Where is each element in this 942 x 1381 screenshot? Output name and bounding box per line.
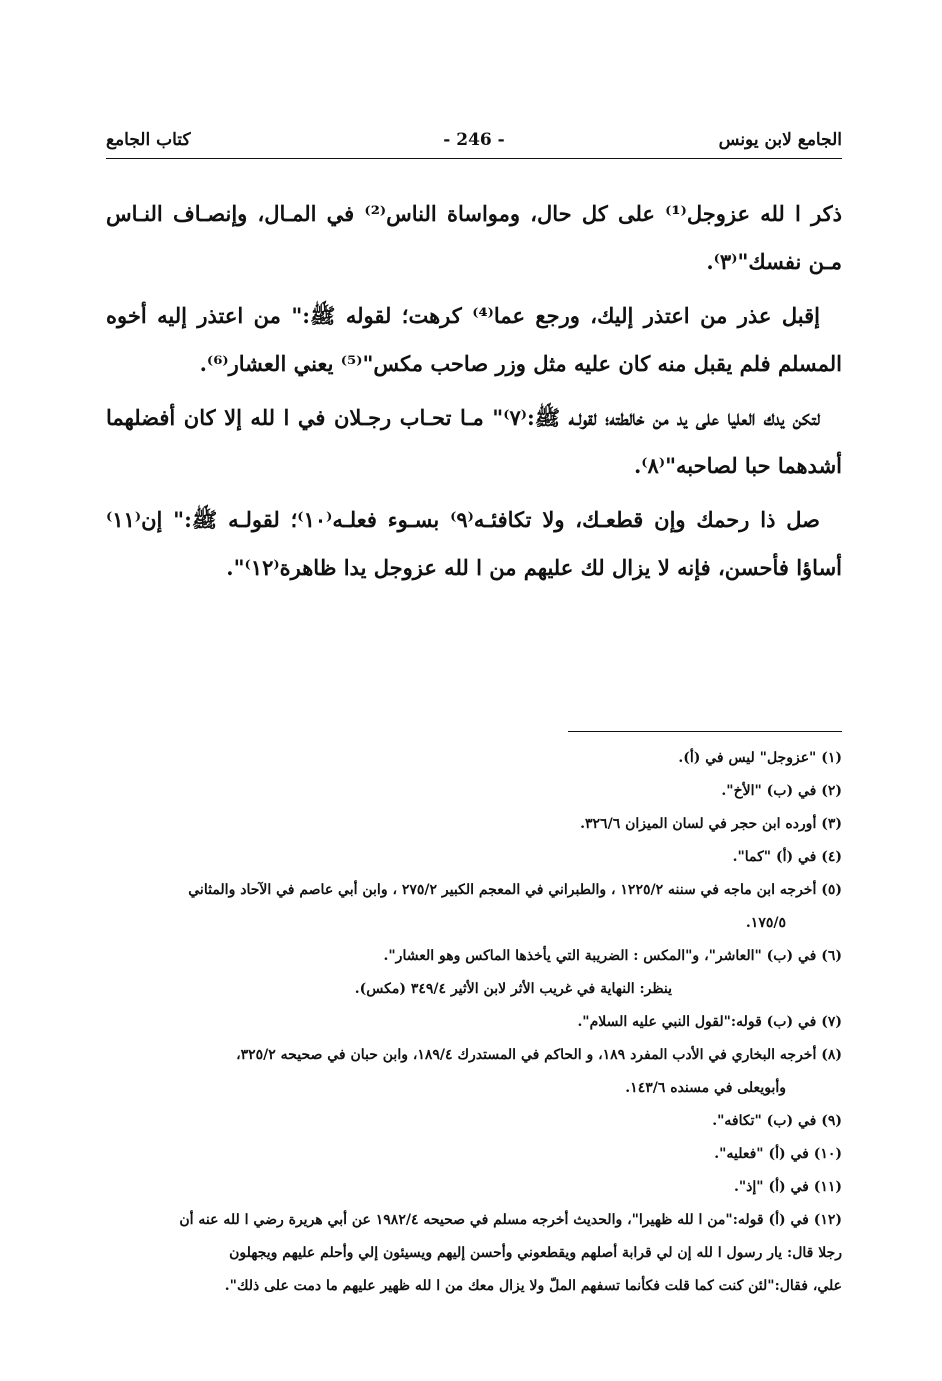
page-number: - 246 -	[443, 130, 505, 150]
main-text	[106, 190, 842, 598]
footnotes	[106, 742, 842, 1303]
footnote-separator	[568, 731, 842, 732]
footnote: (٩) في (ب) "تكافه".	[712, 1113, 842, 1129]
footnote: (١٢) في (أ) قوله:"من ا لله ظهيرا"، والحديث أخرجه مسلم في صحيحه ١٩٨٢/٤ عن أبي هريرة رضي ا لله عنه أن	[179, 1212, 842, 1228]
book-title: الجامع لابن يونس	[718, 130, 842, 150]
header-rule	[106, 158, 842, 159]
footnote: (١٠) في (أ) "فعليه".	[714, 1146, 842, 1162]
footnote-continuation: وأبويعلى في مسنده ١٤٣/٦.	[625, 1080, 786, 1096]
footnote: (٣) أورده ابن حجر في لسان الميزان ٣٢٦/٦.	[580, 816, 842, 832]
footnote: (٥) أخرجه ابن ماجه في سننه ١٢٢٥/٢ ، والطبراني في المعجم الكبير ٢٧٥/٢ ، وابن أبي عاصم في الآحاد والمثاني	[188, 882, 842, 898]
footnote: (٤) في (أ) "كما".	[732, 849, 842, 865]
paragraph: صل ذا رحمك وإن قطعـك، ولا تكافئـه⁽٩⁾ بسـوء فعلـه⁽١٠⁾؛ لقولـه ﷺ:" إن⁽١١⁾ أساؤا فأحسن، فإنه لا يزال لك عليهم من ا لله عزوجل يدا ظاهرة⁽١٢⁾".	[106, 507, 842, 580]
footnote-continuation: ١٧٥/٥.	[745, 915, 786, 931]
section-title: كتاب الجامع	[106, 130, 191, 150]
paragraph: ذكر ا لله عزوجل⁽¹⁾ على كل حال، ومواساة الناس⁽²⁾ في المـال، وإنصـاف النـاس مـن نفسك"⁽٣⁾.	[106, 201, 843, 274]
footnote-continuation: رجلا قال: يار رسول ا لله إن لي قرابة أصلهم ويقطعوني وأحسن إليهم ويسيئون إلي وأحلم عليهم ويجهلون	[229, 1245, 842, 1261]
footnote: (٢) في (ب) "الأخ".	[721, 783, 842, 799]
paragraph: إقبل عذر من اعتذر إليك، ورجع عما⁽⁴⁾ كرهت؛ لقوله ﷺ:" من اعتذر إليه أخوه المسلم فلم يقبل منه كان عليه مثل وزر صاحب مكس"⁽⁵⁾ يعني العشار⁽⁶⁾.	[106, 303, 842, 376]
footnote: (١١) في (أ) "إذ".	[733, 1179, 842, 1195]
footnote: (٨) أخرجه البخاري في الأدب المفرد ١٨٩، و الحاكم في المستدرك ١٨٩/٤، وابن حبان في صحيحه ٣٢٥/٢،	[236, 1047, 842, 1063]
footnote-continuation: علي، فقال:"لئن كنت كما قلت فكأنما تسفهم الملّ ولا يزال معك من ا لله ظهير عليهم ما دمت على ذلك".	[224, 1278, 842, 1294]
footnote: (٦) في (ب) "العاشر"، و"المكس : الضريبة التي يأخذها الماكس وهو العشار".	[383, 948, 842, 964]
page-header	[106, 126, 842, 160]
footnote-continuation: ينظر: النهاية في غريب الأثر لابن الأثير ٣٤٩/٤ (مكس).	[354, 981, 672, 997]
paragraph: لتكن يدك العليا على يد من خالطته؛ لقولـه ﷺ:⁽٧⁾" مـا تحـاب رجـلان في ا لله إلا كان أفضلهما أشدهما حبا لصاحبه"⁽٨⁾.	[106, 405, 842, 478]
footnote: (٧) في (ب) قوله:"لقول النبي عليه السلام".	[577, 1014, 842, 1030]
footnote: (١) "عزوجل" ليس في (أ).	[678, 750, 842, 766]
